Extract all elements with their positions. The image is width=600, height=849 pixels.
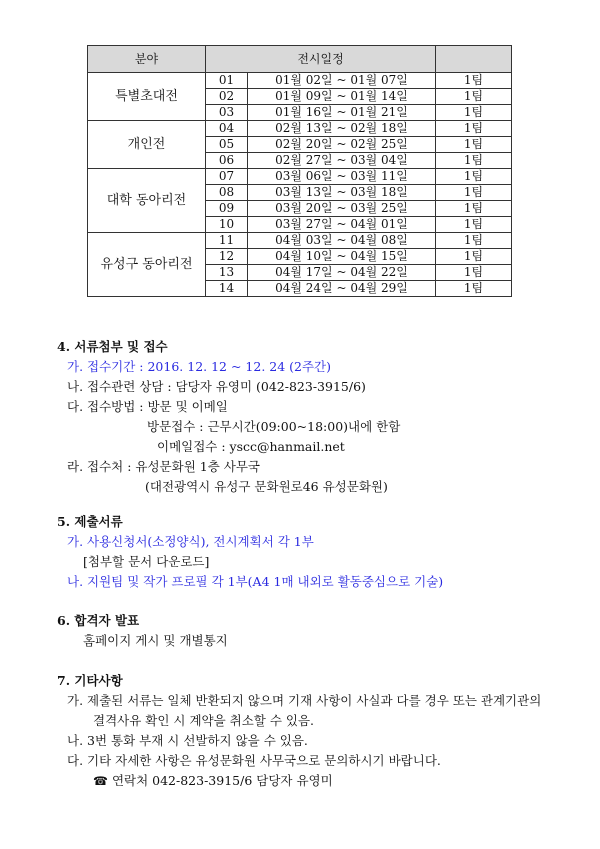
period-cell: 01월 09일 ~ 01월 14일 <box>248 89 436 105</box>
period-cell: 03월 06일 ~ 03월 11일 <box>248 169 436 185</box>
category-cell: 특별초대전 <box>88 73 206 121</box>
team-cell: 1팀 <box>436 105 512 121</box>
number-cell: 13 <box>206 265 248 281</box>
period-cell: 04월 24일 ~ 04월 29일 <box>248 281 436 297</box>
team-cell: 1팀 <box>436 249 512 265</box>
announcement-text: 홈페이지 게시 및 개별통지 <box>83 633 228 648</box>
period-cell: 02월 13일 ~ 02월 18일 <box>248 121 436 137</box>
application-place: 라. 접수처 : 유성문화원 1층 사무국 <box>67 459 260 474</box>
documents-item-a: 가. 사용신청서(소정양식), 전시계획서 각 1부 <box>67 534 314 549</box>
number-cell: 14 <box>206 281 248 297</box>
period-cell: 04월 17일 ~ 04월 22일 <box>248 265 436 281</box>
category-cell: 개인전 <box>88 121 206 169</box>
phone-icon: ☎ <box>93 774 108 788</box>
table-header-row <box>88 46 512 73</box>
team-cell: 1팀 <box>436 201 512 217</box>
header-category: 분야 <box>88 46 206 73</box>
team-cell: 1팀 <box>436 281 512 297</box>
visit-application: 방문접수 : 근무시간(09:00~18:00)내에 한함 <box>147 419 401 434</box>
application-method: 다. 접수방법 : 방문 및 이메일 <box>67 399 228 414</box>
application-period: 가. 접수기간 : 2016. 12. 12 ~ 12. 24 (2주간) <box>67 359 332 374</box>
number-cell: 12 <box>206 249 248 265</box>
period-cell: 03월 20일 ~ 03월 25일 <box>248 201 436 217</box>
application-inquiry: 나. 접수관련 상담 : 담당자 유영미 (042-823-3915/6) <box>67 379 366 394</box>
other-item-c: 다. 기타 자세한 사항은 유성문화원 사무국으로 문의하시기 바랍니다. <box>67 753 441 768</box>
number-cell: 04 <box>206 121 248 137</box>
period-cell: 02월 27일 ~ 03월 04일 <box>248 153 436 169</box>
number-cell: 05 <box>206 137 248 153</box>
period-cell: 04월 10일 ~ 04월 15일 <box>248 249 436 265</box>
header-schedule: 전시일정 <box>206 46 436 73</box>
team-cell: 1팀 <box>436 73 512 89</box>
period-cell: 01월 02일 ~ 01월 07일 <box>248 73 436 89</box>
header-team <box>436 46 512 73</box>
other-item-b: 나. 3번 통화 부재 시 선발하지 않을 수 있음. <box>67 733 308 748</box>
number-cell: 09 <box>206 201 248 217</box>
section-other <box>57 671 557 791</box>
exhibition-schedule-table <box>87 45 512 297</box>
period-cell: 03월 27일 ~ 04월 01일 <box>248 217 436 233</box>
other-item-a-text: 가. 제출된 서류는 일체 반환되지 않으며 기재 사항이 사실과 다를 경우 또는 관계기관의 결격사유 확인 시 계약을 취소할 수 있음. <box>67 693 542 728</box>
other-item-a <box>57 691 557 731</box>
documents-item-b: 나. 지원팀 및 작가 프로필 각 1부(A4 1매 내외로 활동중심으로 기술) <box>67 574 444 589</box>
number-cell: 03 <box>206 105 248 121</box>
table-row <box>88 169 512 185</box>
team-cell: 1팀 <box>436 121 512 137</box>
number-cell: 02 <box>206 89 248 105</box>
section-title: 5. 제출서류 <box>57 514 123 529</box>
team-cell: 1팀 <box>436 137 512 153</box>
number-cell: 07 <box>206 169 248 185</box>
team-cell: 1팀 <box>436 153 512 169</box>
contact-text: 연락처 042-823-3915/6 담당자 유영미 <box>111 773 333 788</box>
attachment-download-link[interactable]: [첨부할 문서 다운로드] <box>83 554 210 569</box>
period-cell: 03월 13일 ~ 03월 18일 <box>248 185 436 201</box>
section-title: 7. 기타사항 <box>57 673 123 688</box>
table-row <box>88 233 512 249</box>
number-cell: 01 <box>206 73 248 89</box>
section-application <box>57 337 557 497</box>
team-cell: 1팀 <box>436 265 512 281</box>
section-documents <box>57 512 557 592</box>
number-cell: 06 <box>206 153 248 169</box>
period-cell: 02월 20일 ~ 02월 25일 <box>248 137 436 153</box>
period-cell: 04월 03일 ~ 04월 08일 <box>248 233 436 249</box>
number-cell: 08 <box>206 185 248 201</box>
email-application: 이메일접수 : yscc@hanmail.net <box>157 439 345 454</box>
team-cell: 1팀 <box>436 169 512 185</box>
application-address: (대전광역시 유성구 문화원로46 유성문화원) <box>145 479 388 494</box>
category-cell: 유성구 동아리전 <box>88 233 206 297</box>
section-title: 4. 서류첨부 및 접수 <box>57 339 168 354</box>
table-row <box>88 73 512 89</box>
team-cell: 1팀 <box>436 217 512 233</box>
section-announcement <box>57 611 557 651</box>
team-cell: 1팀 <box>436 233 512 249</box>
team-cell: 1팀 <box>436 89 512 105</box>
table-row <box>88 121 512 137</box>
section-title: 6. 합격자 발표 <box>57 613 140 628</box>
period-cell: 01월 16일 ~ 01월 21일 <box>248 105 436 121</box>
team-cell: 1팀 <box>436 185 512 201</box>
contact-line <box>57 771 557 791</box>
category-cell: 대학 동아리전 <box>88 169 206 233</box>
number-cell: 10 <box>206 217 248 233</box>
number-cell: 11 <box>206 233 248 249</box>
